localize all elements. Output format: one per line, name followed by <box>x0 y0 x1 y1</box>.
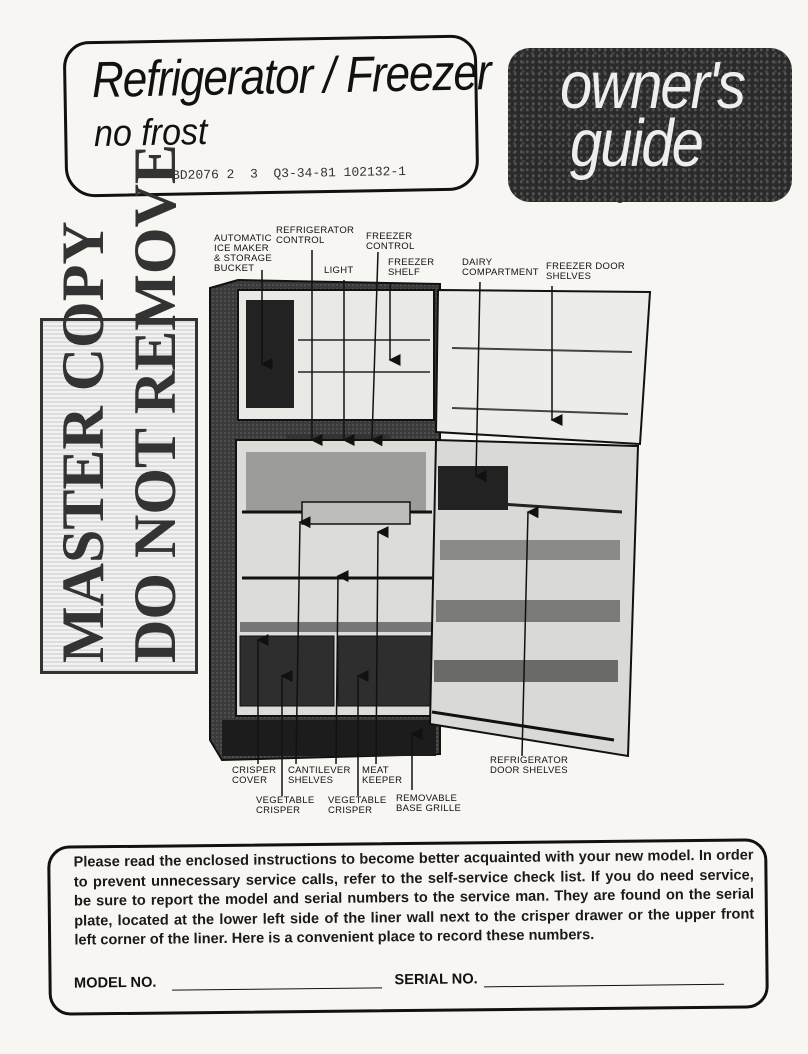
label-freezer-control: FREEZER CONTROL <box>366 231 415 252</box>
label-removable-base-grille: REMOVABLE BASE GRILLE <box>396 793 462 814</box>
stamp-line-2: DO NOT REMOVE <box>122 144 188 663</box>
vegetable-crisper-left-drawer <box>240 636 334 706</box>
serial-number-label: SERIAL NO. <box>394 971 478 989</box>
freezer-door <box>436 290 650 444</box>
crisper-cover <box>240 622 432 632</box>
meat-keeper-drawer <box>302 502 410 524</box>
label-cantilever-shelves: CANTILEVER SHELVES <box>288 765 351 786</box>
label-vegetable-crisper-right: VEGETABLE CRISPER <box>328 795 387 816</box>
document-title: Refrigerator / Freezer <box>91 44 491 109</box>
label-freezer-shelf: FREEZER SHELF <box>388 257 435 278</box>
label-refrigerator-door-shelves: REFRIGERATOR DOOR SHELVES <box>490 755 569 776</box>
model-number-label: MODEL NO. <box>73 974 157 992</box>
vegetable-crisper-right-drawer <box>338 636 432 706</box>
ice-maker <box>246 300 294 408</box>
label-meat-keeper: MEAT KEEPER <box>362 765 403 786</box>
serial-number-field[interactable] <box>484 970 724 988</box>
label-crisper-cover: CRISPER COVER <box>232 765 277 786</box>
base-grille <box>222 720 436 756</box>
label-ice-maker: AUTOMATIC ICE MAKER & STORAGE BUCKET <box>214 233 272 274</box>
document-subtitle: no frost <box>93 110 208 155</box>
label-vegetable-crisper-left: VEGETABLE CRISPER <box>256 795 315 816</box>
model-number-field[interactable] <box>172 973 382 990</box>
label-freezer-door-shelves: FREEZER DOOR SHELVES <box>546 261 626 282</box>
model-code-strip: BD2076 2 3 Q3-34-81 102132-1 <box>171 163 407 184</box>
label-refrigerator-control: REFRIGERATOR CONTROL <box>276 225 355 246</box>
notice-text: Please read the enclosed instructions to become better acquainted with your new model. In order to prevent unnecessary service calls, refer to the self-service check list. If you do need service, be sure to report the model and serial numbers to the service man. They are found on the serial plate, located at the lower left side of the liner wall next to the crisper drawer or the upper front left corner of the liner. Here is a convenient place to record these numbers. <box>73 847 755 949</box>
label-dairy-compartment: DAIRY COMPARTMENT <box>462 257 539 278</box>
badge-corner-code: 3 <box>616 192 624 207</box>
badge-line-2: guide <box>570 106 702 181</box>
badge-line-1: owner's <box>560 48 745 123</box>
stamp-line-1: MASTER COPY <box>50 221 116 663</box>
label-light: LIGHT <box>324 265 354 276</box>
